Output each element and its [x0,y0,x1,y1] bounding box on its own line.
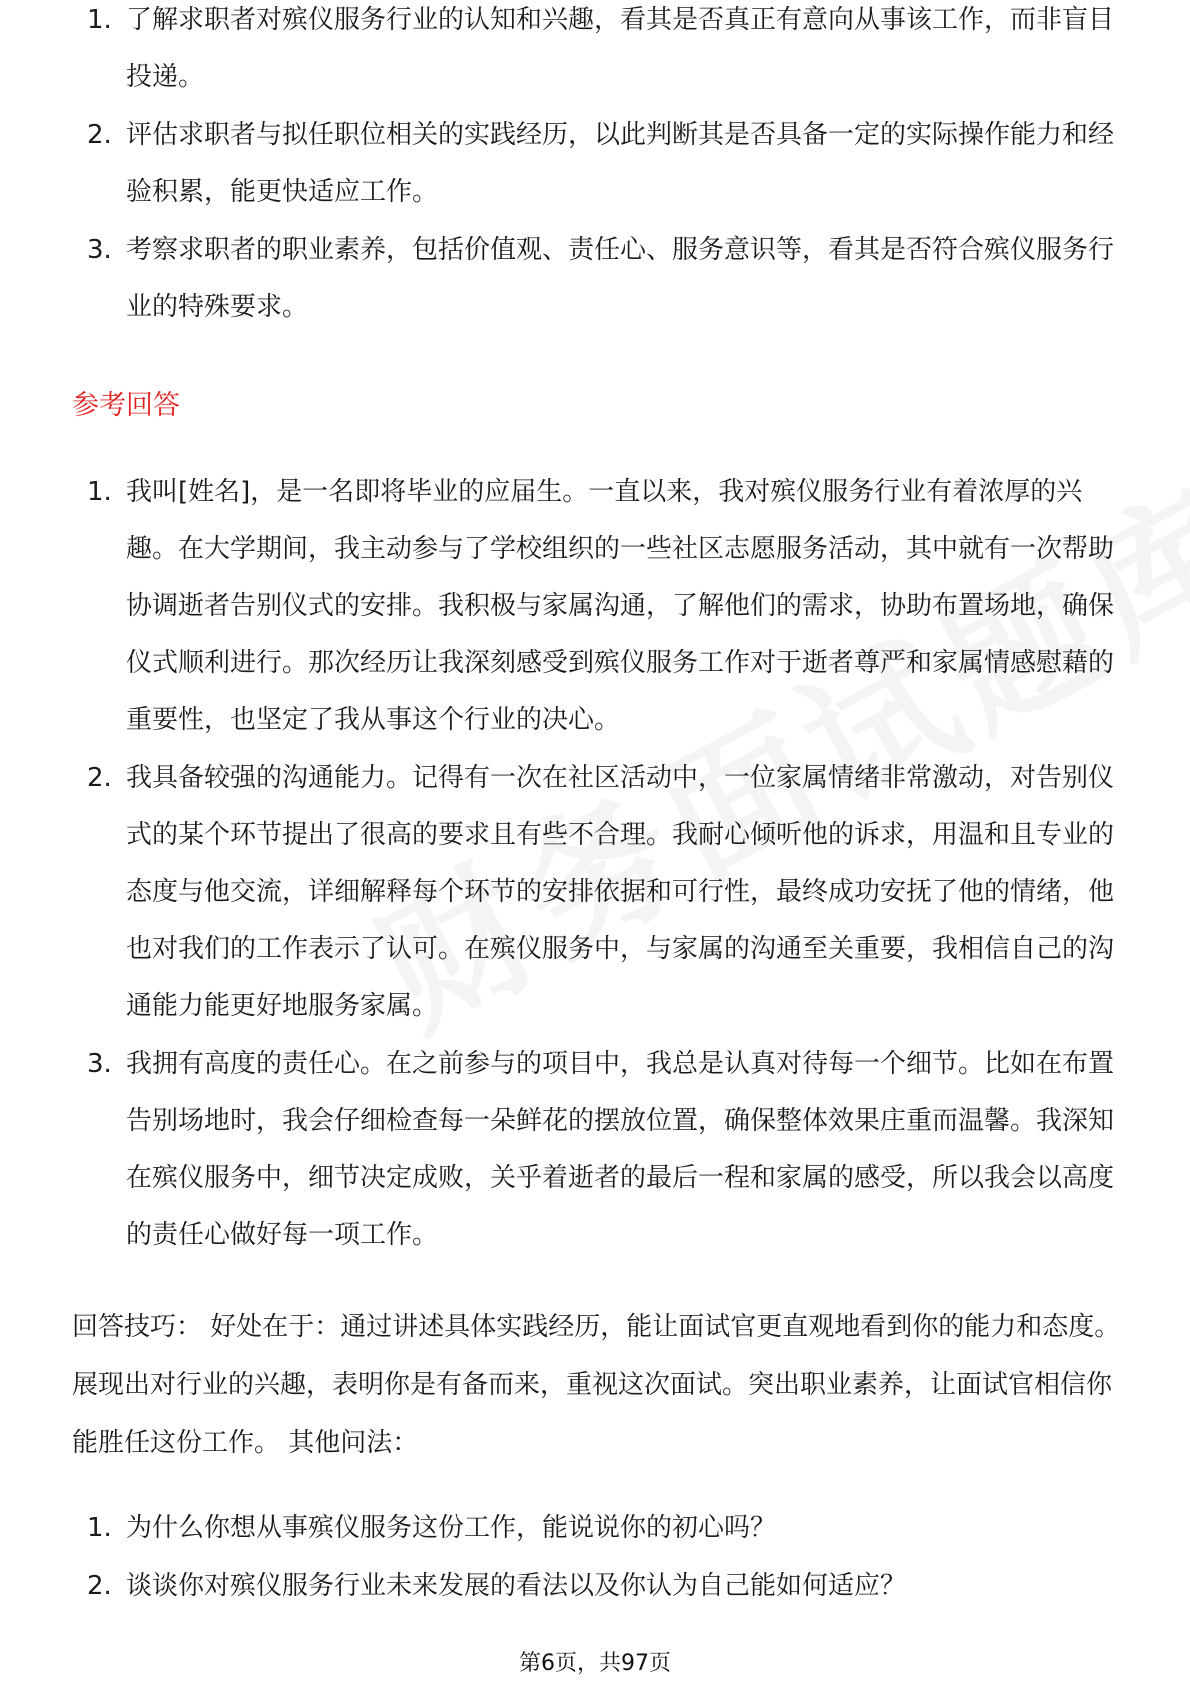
section-title-reference-answer: 参考回答 [72,390,180,421]
list-number: 1. [87,477,112,507]
list-item-text: 我拥有高度的责任心。在之前参与的项目中，我总是认真对待每一个细节。比如在布置告别场地时，我会仔细检查每一朵鲜花的摆放位置，确保整体效果庄重而温馨。我深知在殡仪服务中，细节决定成败，关乎着逝者的最后一程和家属的感受，所以我会以高度的责任心做好每一项工作。 [126,1049,1115,1250]
list-item-text: 谈谈你对殡仪服务行业未来发展的看法以及你认为自己能如何适应？ [126,1571,907,1601]
other-questions-list [72,1500,1120,1616]
list-item [72,464,1120,749]
list-number: 1. [87,1513,112,1543]
list-item-text: 了解求职者对殡仪服务行业的认知和兴趣，看其是否真正有意向从事该工作，而非盲目投递。 [126,5,1115,92]
list-item-text: 我叫[姓名]，是一名即将毕业的应届生。一直以来，我对殡仪服务行业有着浓厚的兴趣。在大学期间，我主动参与了学校组织的一些社区志愿服务活动，其中就有一次帮助协调逝者告别仪式的安排。我积极与家属沟通，了解他们的需求，协助布置场地，确保仪式顺利进行。那次经历让我深刻感受到殡仪服务工作对于逝者尊严和家属情感慰藉的重要性，也坚定了我从事这个行业的决心。 [126,477,1115,735]
list-item [72,222,1120,336]
list-number: 3. [87,235,112,265]
list-item [72,1036,1120,1264]
page-number-footer: 第6页，共97页 [519,1651,671,1676]
list-number: 2. [87,120,112,150]
list-number: 2. [87,763,112,793]
list-number: 2. [87,1571,112,1601]
list-item-text: 为什么你想从事殡仪服务这份工作，能说说你的初心吗？ [126,1513,777,1543]
reference-answer-list [72,464,1120,1265]
list-item [72,0,1120,106]
list-item-text: 考察求职者的职业素养，包括价值观、责任心、服务意识等，看其是否符合殡仪服务行业的特殊要求。 [126,235,1115,322]
question-purpose-list [72,5,1120,337]
list-number: 3. [87,1049,112,1079]
list-item [72,1558,1120,1615]
list-item-text: 评估求职者与拟任职位相关的实践经历，以此判断其是否具备一定的实际操作能力和经验积累，能更快适应工作。 [126,120,1115,207]
list-item [72,750,1120,1035]
list-item-text: 我具备较强的沟通能力。记得有一次在社区活动中，一位家属情绪非常激动，对告别仪式的某个环节提出了很高的要求且有些不合理。我耐心倾听他的诉求，用温和且专业的态度与他交流，详细解释每个环节的安排依据和可行性，最终成功安抚了他的情绪，他也对我们的工作表示了认可。在殡仪服务中，与家属的沟通至关重要，我相信自己的沟通能力能更好地服务家属。 [126,763,1115,1021]
list-item [72,107,1120,221]
answer-tips-paragraph: 回答技巧： 好处在于：通过讲述具体实践经历，能让面试官更直观地看到你的能力和态度。展现出对行业的兴趣，表明你是有备而来，重视这次面试。突出职业素养，让面试官相信你能胜任这份工作。 其他问法： [72,1312,1121,1458]
list-item [72,1500,1120,1557]
list-number: 1. [87,5,112,35]
